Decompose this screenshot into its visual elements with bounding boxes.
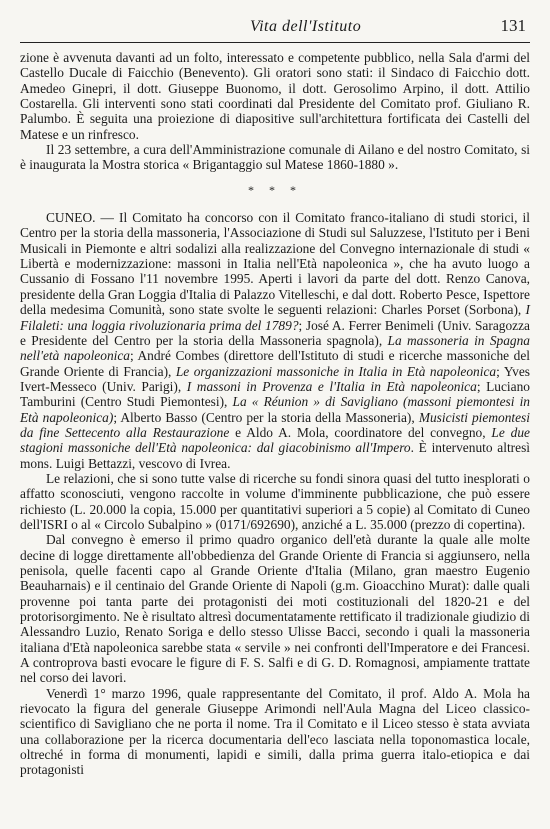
paragraph-proceedings-volume: Le relazioni, che si sono tutte valse di ricerche su fondi sinora quasi del tutto inesplorati o affatto sconosciuti, vengono raccolte in volume d'imminente pubblicazione, che può essere richiesto (L. 20.000 la copia, 15.000 per quantitativi superiori a 5 copie) al Comitato di Cuneo dell'ISRI o al « Circolo Subalpino » (0171/692690), anziché a L. 35.000 (prezzo di copertina). bbox=[20, 470, 530, 532]
text-run: CUNEO. — Il Comitato ha concorso con il Comitato franco-italiano di studi storici, il Centro per la storia della massoneria, l'Associazione di Studi sul Saluzzese, l'Istituto per i Beni Musicali in Piemonte e altri sodalizi alla realizzazione del Convegno internazionale di studi « bbox=[20, 210, 530, 256]
paragraph-cuneo-convegno bbox=[20, 210, 530, 471]
text-run: ; Alberto Basso (Centro per la storia della Massoneria), bbox=[113, 409, 419, 425]
text-run: Libertà e modernizzazione: massoni in Italia nell'Età napoleonica bbox=[20, 256, 388, 272]
talk-title: La « Réunion » di Savigliano (massoni piemontesi in Età napoleonica) bbox=[20, 394, 530, 425]
talk-title: Musicisti piemontesi da fine Settecento alla Restaurazione bbox=[20, 409, 530, 440]
text-run: ; José A. Ferrer Benimeli (Univ. Saragozza e Presidente del Centro per la storia della Massoneria spagnola), bbox=[20, 317, 530, 348]
text-run: ; Luciano Tamburini (Centro Studi Piemontesi), bbox=[20, 378, 530, 410]
running-title: Vita dell'Istituto bbox=[250, 18, 362, 35]
talk-title: Le due stagioni massoniche dell'Età napoleonica: dal giacobinismo all'Impero bbox=[20, 424, 530, 456]
talk-title: Le organizzazioni massoniche in Italia in Età napoleonica bbox=[175, 363, 497, 379]
text-run: . È intervenuto altresì mons. Luigi Bettazzi, vescovo di Ivrea. bbox=[20, 440, 531, 471]
talk-title: La massoneria in Spagna nell'età napoleonica bbox=[20, 332, 530, 364]
text-run: e Aldo A. Mola, coordinatore del convegno, bbox=[229, 424, 492, 440]
text-run: », che ha avuto luogo a Cussanio di Fossano l'11 novembre 1995. Aperti i lavori da parte del dott. Renzo Canova, presidente della Gran Loggia d'Italia di Palazzo Vitelleschi, e dal dott. Roberto Pesce, Ispettore della medesima Comunità, sono state svolte le seguenti relazioni: Charles Porset (Sorbona), bbox=[20, 256, 530, 318]
talk-title: I Filaleti: una loggia rivoluzionaria prima del 1789? bbox=[20, 302, 530, 333]
text-run: ; André Combes (direttore dell'Istituto di studi e ricerche massoniche del Grande Oriente di Francia), bbox=[20, 348, 530, 379]
paragraph-ailano-exhibition: Il 23 settembre, a cura dell'Amministrazione comunale di Ailano e del nostro Comitato, si è inaugurata la Mostra storica « Brigantaggio sul Matese 1860-1880 ». bbox=[20, 142, 530, 173]
page-number: 131 bbox=[500, 16, 526, 35]
section-separator: * * * bbox=[248, 182, 302, 197]
page-header bbox=[20, 10, 530, 43]
paragraph-arimondi: Venerdì 1° marzo 1996, quale rappresentante del Comitato, il prof. Aldo A. Mola ha rievocato la figura del generale Giuseppe Arimondi nell'Aula Magna del Liceo classico-scientifico di Savigliano che ne porta il nome. Tra il Comitato e il Liceo stesso è stata avviata una collaborazione per la ricerca documentaria dell'eco lasciata nella toponomastica locale, oltreché in forma di monumenti, lapidi e simili, dalla prima guerra italo-etiopica e dai protagonisti bbox=[20, 685, 530, 778]
paragraph-faicchio-event: zione è avvenuta davanti ad un folto, interessato e competente pubblico, nella Sala d'armi del Castello Ducale di Faicchio (Benevento). Gli oratori sono stati: il Sindaco di Faicchio dott. Amedeo Ginepri, il dott. Giuseppe Buonomo, il dott. Gerosolimo Arpino, il dott. Attilio Costarella. Gli interventi sono stati coordinati dal Presidente del Comitato prof. Giuliano R. Palumbo. È seguita una proiezione di diapositive sull'architettura fortificata dei Castelli del Matese e un rinfresco. bbox=[20, 50, 530, 142]
paragraph-convegno-outcome: Dal convegno è emerso il primo quadro organico dell'età durante la quale alle molte decine di logge direttamente all'obbedienza del Grande Oriente di Francia si aggiunsero, nella penisola, quelle facenti capo al Grande Oriente d'Italia (Milano, gran maestro Eugenio Beauharnais) e il centinaio del Grande Oriente di Napoli (g.m. Gioacchino Murat): dalle quali provenne poi tanta parte dei protagonisti dei moti costituzionali del 1820-21 e del protorisorgimento. Ne è risultato altresì documentatamente rettificato il tradizionale giudizio di Alessandro Luzio, Renato Soriga e dello stesso Ulisse Bacci, secondo i quali la massoneria italiana d'Età napoleonica sarebbe stata « servile » nei confronti dell'Imperatore e dei Francesi. A controprova basti evocare le figure di F. S. Salfi e di G. D. Romagnosi, ampiamente trattate nel corso dei lavori. bbox=[20, 532, 530, 686]
body-text bbox=[20, 50, 530, 778]
talk-title: I massoni in Provenza e l'Italia in Età napoleonica bbox=[186, 378, 477, 394]
text-run: ; Yves Ivert-Messeco (Univ. Parigi), bbox=[20, 363, 530, 394]
